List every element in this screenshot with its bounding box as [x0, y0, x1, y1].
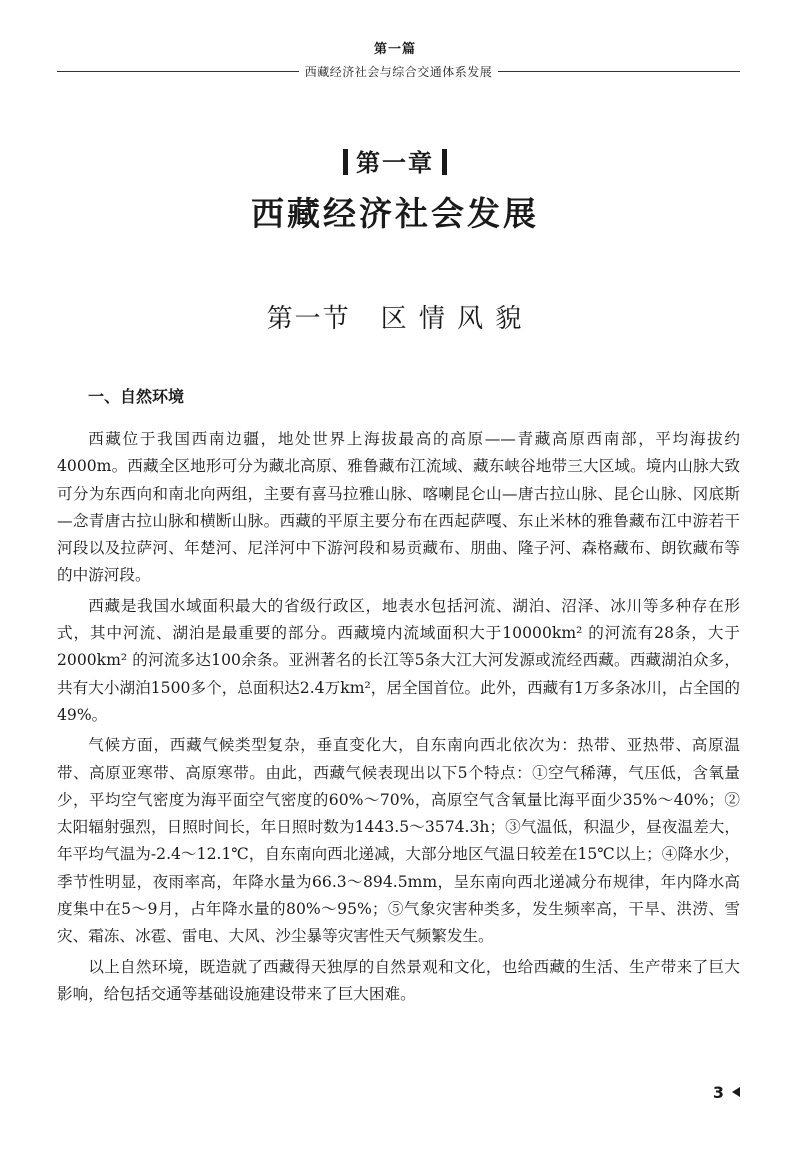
- page-number: 3: [712, 1083, 724, 1102]
- subsection-heading: 一、自然环境: [88, 387, 185, 406]
- chapter-bar-right: [442, 149, 447, 175]
- section-number: 第一节: [266, 304, 351, 334]
- chapter-title: 西藏经济社会发展: [251, 194, 539, 233]
- paragraph: 以上自然环境，既造就了西藏得天独厚的自然景观和文化，也给西藏的生活、生产带来了巨大影响，给包括交通等基础设施建设带来了巨大困难。: [57, 957, 740, 1003]
- page-footer: [713, 1083, 740, 1102]
- section-heading: [0, 298, 790, 335]
- section-title: 区 情 风 貌: [380, 304, 524, 334]
- part-title: 西藏经济社会与综合交通体系发展: [304, 64, 493, 79]
- header-rule-left: [57, 71, 299, 72]
- paragraph: 西藏是我国水域面积最大的省级行政区，地表水包括河流、湖泊、沼泽、冰川等多种存在形式，其中河流、湖泊是最重要的部分。西藏境内流域面积大于10000km² 的河流有28条，大于2000km² 的河流多达100余条。亚洲著名的长江等5条大江大河发源或流经西藏。西藏湖泊众多，共有大小湖泊1500多个，总面积达2.4万km²，居全国首位。此外，西藏有1万多条冰川，占全国的49%。: [57, 596, 740, 724]
- arrow-left-icon: [732, 1087, 740, 1097]
- chapter-label-text: 第一章: [356, 149, 434, 177]
- part-label: 第一篇: [373, 42, 416, 57]
- paragraph: 西藏位于我国西南边疆，地处世界上海拔最高的高原——青藏高原西南部，平均海拔约4000m。西藏全区地形可分为藏北高原、雅鲁藏布江流域、藏东峡谷地带三大区域。境内山脉大致可分为东西向和南北向两组，主要有喜马拉雅山脉、喀喇昆仑山—唐古拉山脉、昆仑山脉、冈底斯—念青唐古拉山脉和横断山脉。西藏的平原主要分布在西起萨嘎、东止米林的雅鲁藏布江中游若干河段以及拉萨河、年楚河、尼洋河中下游河段和易贡藏布、朋曲、隆子河、森格藏布、朗钦藏布等的中游河段。: [57, 430, 740, 585]
- header-rule-right: [498, 71, 740, 72]
- body-text: [57, 426, 740, 1011]
- paragraph: 气候方面，西藏气候类型复杂，垂直变化大，自东南向西北依次为：热带、亚热带、高原温带、高原亚寒带、高原寒带。由此，西藏气候表现出以下5个特点：①空气稀薄，气压低，含氧量少，平均空气密度为海平面空气密度的60%～70%，高原空气含氧量比海平面少35%～40%；②太阳辐射强烈，日照时间长，年日照时数为1443.5～3574.3h；③气温低，积温少，昼夜温差大，年平均气温为-2.4～12.1℃，自东南向西北递减，大部分地区气温日较差在15℃以上；④降水少，季节性明显，夜雨率高，年降水量为66.3～894.5mm，呈东南向西北递减分布规律，年内降水高度集中在5～9月，占年降水量的80%～95%；⑤气象灾害种类多，发生频率高，干旱、洪涝、雪灾、霜冻、冰雹、雷电、大风、沙尘暴等灾害性天气频繁发生。: [57, 736, 740, 946]
- chapter-bar-left: [343, 149, 348, 175]
- running-header: [57, 61, 740, 81]
- chapter-label: [0, 143, 790, 178]
